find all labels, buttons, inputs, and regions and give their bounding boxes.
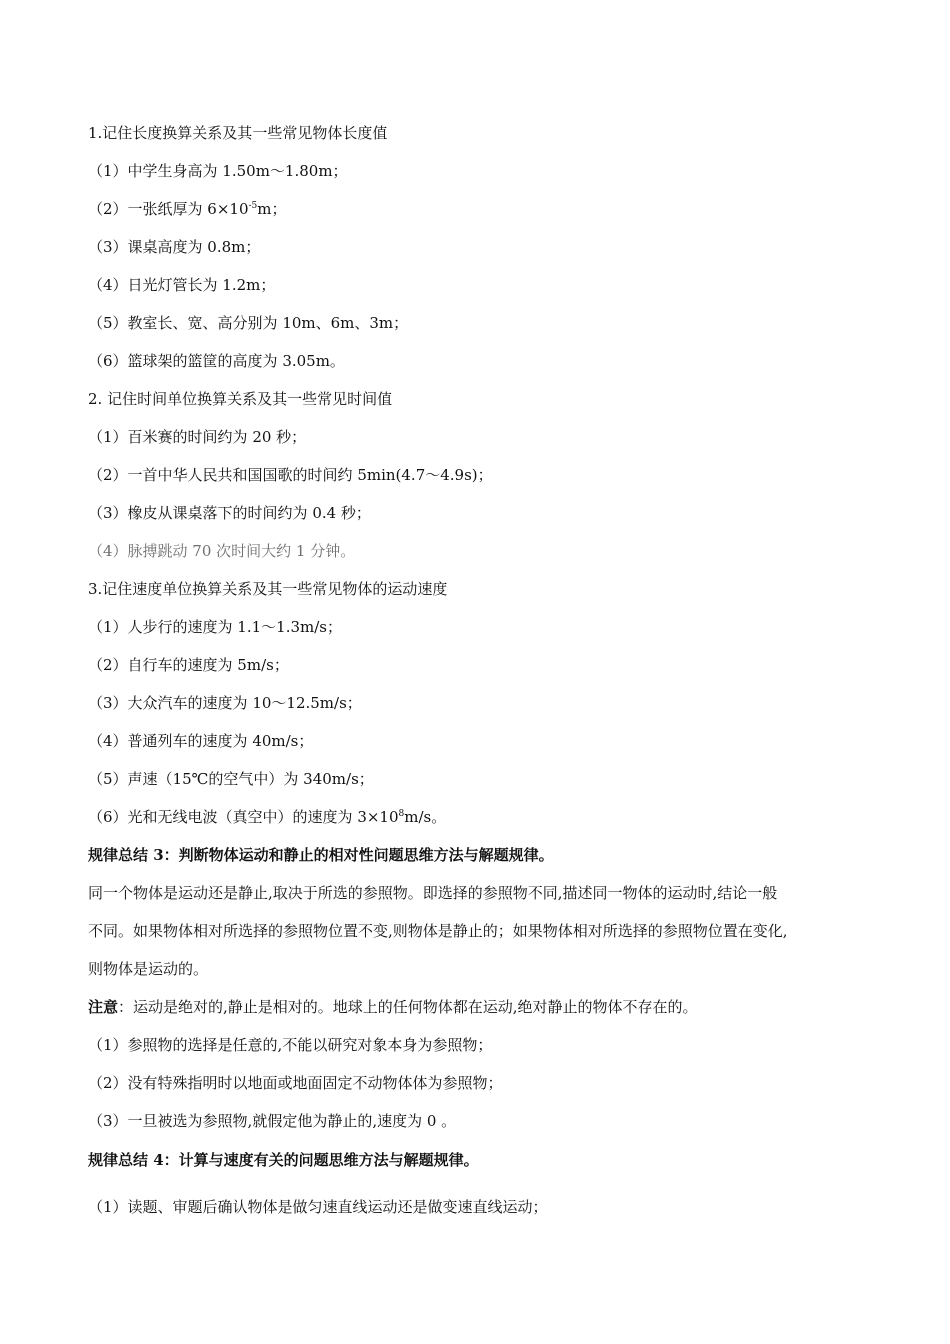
section2-item-4: （4）脉搏跳动 70 次时间大约 1 分钟。 xyxy=(88,542,356,560)
section3-item-6 xyxy=(88,807,446,827)
section3-item-6-text: （6）光和无线电波（真空中）的速度为 3×10 xyxy=(88,808,399,826)
section3-item-4: （4）普通列车的速度为 40m/s； xyxy=(88,732,314,750)
rule4-title: 规律总结 4：计算与速度有关的问题思维方法与解题规律。 xyxy=(88,1151,479,1169)
section1-item-1: （1）中学生身高为 1.50m～1.80m； xyxy=(88,162,348,180)
section3-item-5: （5）声速（15℃的空气中）为 340m/s； xyxy=(88,770,374,788)
section2-item-1: （1）百米赛的时间约为 20 秒； xyxy=(88,428,307,446)
section1-heading: 1.记住长度换算关系及其一些常见物体长度值 xyxy=(88,124,388,142)
rule3-paragraph-line-3: 则物体是运动的。 xyxy=(88,960,209,978)
section1-item-6: （6）篮球架的篮筐的高度为 3.05m。 xyxy=(88,352,345,370)
section1-item-4: （4）日光灯管长为 1.2m； xyxy=(88,276,276,294)
section3-item-6-tail: m/s。 xyxy=(404,808,447,826)
exponent: -5 xyxy=(248,201,258,211)
section1-item-5: （5）教室长、宽、高分别为 10m、6m、3m； xyxy=(88,314,409,332)
rule3-item-3: （3）一旦被选为参照物,就假定他为静止的,速度为 0 。 xyxy=(88,1112,457,1130)
section2-item-2: （2）一首中华人民共和国国歌的时间约 5min(4.7～4.9s)； xyxy=(88,466,493,484)
rule3-item-1: （1）参照物的选择是任意的,不能以研究对象本身为参照物； xyxy=(88,1036,493,1054)
section1-item-2-tail: m； xyxy=(257,200,287,218)
rule3-paragraph-line-2: 不同。如果物体相对所选择的参照物位置不变,则物体是静止的；如果物体相对所选择的参照物位置在变化, xyxy=(88,922,788,940)
section1-item-3: （3）课桌高度为 0.8m； xyxy=(88,238,261,256)
section1-item-2 xyxy=(88,199,287,219)
section3-item-2: （2）自行车的速度为 5m/s； xyxy=(88,656,289,674)
section2-item-3: （3）橡皮从课桌落下的时间约为 0.4 秒； xyxy=(88,504,371,522)
section1-item-2-text: （2）一张纸厚为 6×10 xyxy=(88,200,249,218)
note-text: ：运动是绝对的,静止是相对的。地球上的任何物体都在运动,绝对静止的物体不存在的。 xyxy=(118,998,698,1016)
note-label: 注意 xyxy=(88,998,119,1016)
section3-heading: 3.记住速度单位换算关系及其一些常见物体的运动速度 xyxy=(88,580,448,598)
section3-item-1: （1）人步行的速度为 1.1～1.3m/s； xyxy=(88,618,342,636)
rule3-item-2: （2）没有特殊指明时以地面或地面固定不动物体体为参照物； xyxy=(88,1074,503,1092)
exponent: 8 xyxy=(398,809,405,819)
rule3-paragraph-line-1: 同一个物体是运动还是静止,取决于所选的参照物。即选择的参照物不同,描述同一物体的运动时,结论一般 xyxy=(88,884,778,902)
section3-item-3: （3）大众汽车的速度为 10～12.5m/s； xyxy=(88,694,362,712)
rule3-title: 规律总结 3：判断物体运动和静止的相对性问题思维方法与解题规律。 xyxy=(88,846,554,864)
rule3-note xyxy=(88,997,698,1017)
section2-heading: 2. 记住时间单位换算关系及其一些常见时间值 xyxy=(88,390,393,408)
rule4-item-1: （1）读题、审题后确认物体是做匀速直线运动还是做变速直线运动； xyxy=(88,1198,548,1216)
